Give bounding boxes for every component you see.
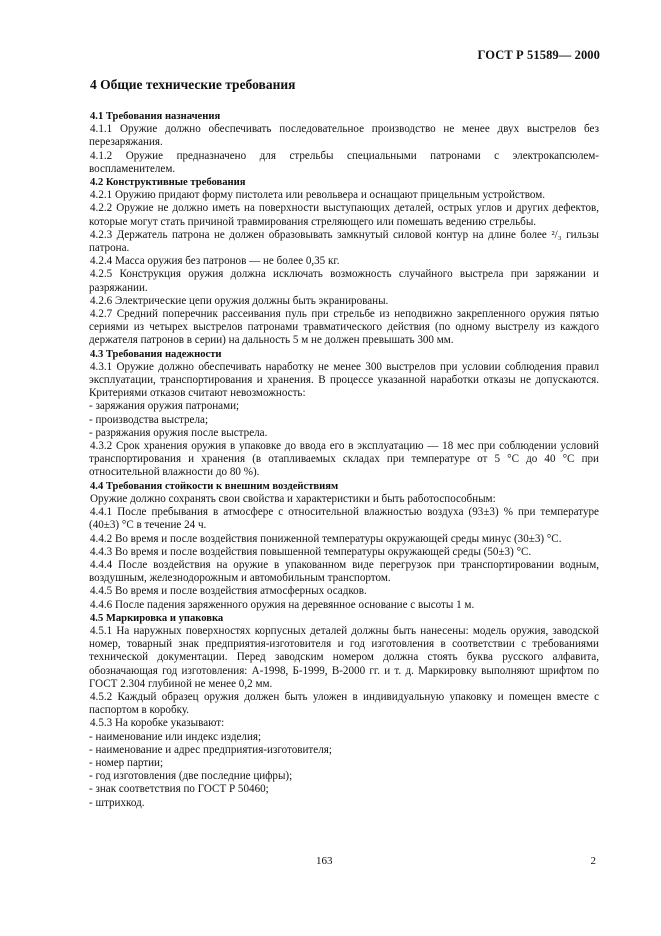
paragraph: 4.5.1 На наружных поверхностях корпусных деталей должны быть нанесены: модель оружия, заводской номер, товарный знак предприятия-изготовителя и год изготовления в соответствии с требованиями технической документации. Перед заводским номером должна стоять буква русского алфавита, обозначающая год изготовления: А-1998, Б-1999, В-2000 гг. и т. д. Маркировку выполняют шрифтом по ГОСТ 2.304 глубиной не менее 0,2 мм. (89, 624, 599, 690)
footer-page-number: 163 (316, 855, 333, 867)
paragraph: 4.3.2 Срок хранения оружия в упаковке до ввода его в эксплуатацию — 18 мес при соблюдении условий транспортирования и хранения (в отапливаемых складах при температуре от 5 °С до 40 °С при относительной влажности до 80 %). (89, 440, 599, 479)
paragraph: 4.4.5 Во время и после воздействия атмосферных осадков. (90, 585, 367, 598)
paragraph: 4.2.7 Средний поперечник рассеивания пуль при стрельбе из неподвижно закрепленного оружия пятью сериями из четырех выстрелов патронами травматического действия (по одному выстрелу из каждого держателя патронов в серии) на дальность 5 м не должен превышать 300 мм. (89, 308, 599, 347)
list-item: - наименование и адрес предприятия-изготовителя; (89, 743, 332, 756)
paragraph: 4.5.3 На коробке указывают: (90, 717, 225, 730)
paragraph: 4.2.5 Конструкция оружия должна исключать возможность случайного выстрела при заряжании и разряжании. (89, 268, 599, 294)
list-item: - заряжания оружия патронами; (89, 400, 240, 413)
subsection-heading: 4.5 Маркировка и упаковка (90, 612, 224, 624)
paragraph: 4.2.1 Оружию придают форму пистолета или револьвера и оснащают прицельным устройством. (90, 189, 545, 202)
subsection-heading: 4.3 Требования надежности (90, 348, 222, 360)
paragraph: 4.2.2 Оружие не должно иметь на поверхности выступающих деталей, острых углов и других дефектов, которые могут стать причиной травмирования стреляющего или помешать ведению стрельбы. (89, 202, 599, 228)
paragraph: 4.4.1 После пребывания в атмосфере с относительной влажностью воздуха (93±3) % при температуре (40±3) °С в течение 24 ч. (89, 506, 599, 532)
footer-sheet-number: 2 (590, 855, 596, 867)
paragraph: Оружие должно сохранять свои свойства и характеристики и быть работоспособным: (90, 492, 496, 505)
document-code: ГОСТ Р 51589— 2000 (477, 48, 600, 62)
paragraph: 4.4.4 После воздействия на оружие в упакованном виде перегрузок при транспортировании водным, воздушным, железнодорожным и автомобильным транспортом. (89, 558, 599, 585)
paragraph: 4.4.2 Во время и после воздействия пониженной температуры окружающей среды минус (30±3) °С. (90, 532, 562, 545)
list-item: - производства выстрела; (89, 413, 209, 426)
paragraph: 4.1.1 Оружие должно обеспечивать последовательное производство не менее двух выстрелов без перезаряжания. (89, 123, 599, 149)
subsection-heading: 4.4 Требования стойкости к внешним воздействиям (90, 480, 339, 492)
list-item: - наименование или индекс изделия; (89, 730, 262, 743)
list-item: - год изготовления (две последние цифры); (89, 770, 293, 783)
subsection-heading: 4.1 Требования назначения (90, 111, 221, 122)
paragraph: 4.2.4 Масса оружия без патронов — не более 0,35 кг. (90, 255, 340, 268)
section-title: 4 Общие технические требования (90, 77, 296, 92)
paragraph: 4.5.2 Каждый образец оружия должен быть уложен в индивидуальную упаковку и помещен вместе с паспортом в коробку. (89, 690, 599, 717)
list-item: - номер партии; (89, 756, 164, 769)
subsection-heading: 4.2 Конструктивные требования (90, 177, 246, 189)
paragraph: 4.4.6 После падения заряженного оружия на деревянное основание с высоты 1 м. (90, 598, 475, 611)
paragraph: 4.2.3 Держатель патрона не должен образовывать замкнутый силовой контур на длине более ²/₃ гильзы патрона. (89, 228, 599, 255)
list-item: - разряжания оружия после выстрела. (89, 426, 268, 439)
paragraph: 4.2.6 Электрические цепи оружия должны быть экранированы. (90, 294, 389, 307)
paragraph: 4.3.1 Оружие должно обеспечивать наработку не менее 300 выстрелов при условии соблюдения правил эксплуатации, транспортирования и хранения. В процессе указанной наработки отказы не допускаются. Критериями отказов считают невозможность: (89, 360, 599, 400)
list-item: - штрихкод. (89, 796, 145, 809)
list-item: - знак соответствия по ГОСТ Р 50460; (89, 783, 269, 796)
document-body (89, 76, 599, 810)
section-paragraphs (89, 110, 599, 810)
paragraph: 4.4.3 Во время и после воздействия повышенной температуры окружающей среды (50±3) °С. (90, 545, 532, 558)
paragraph: 4.1.2 Оружие предназначено для стрельбы специальными патронами с электрокапсюлем-воспламенителем. (89, 149, 599, 175)
